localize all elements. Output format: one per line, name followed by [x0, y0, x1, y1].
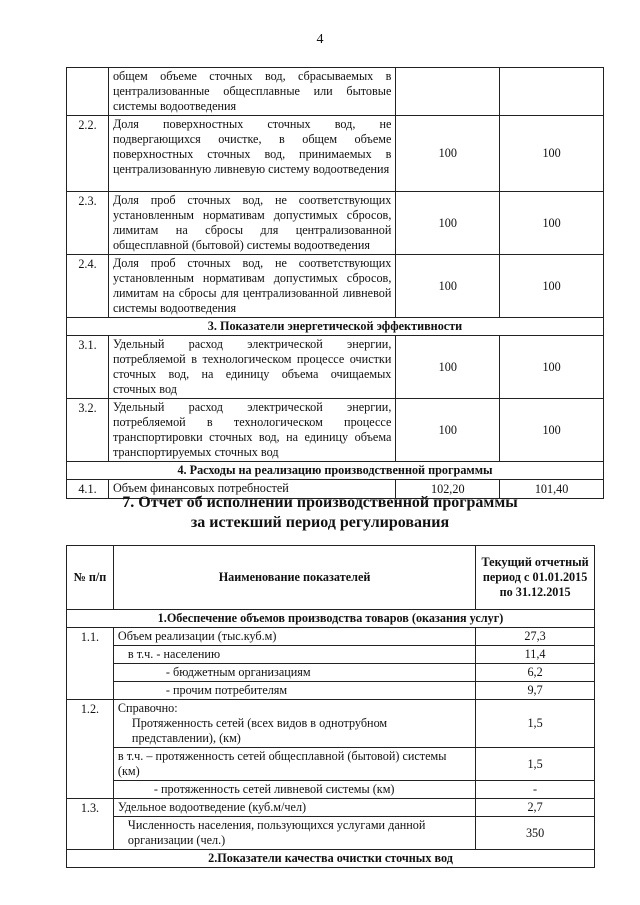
row-description: в т.ч. – протяженность сетей общесплавной (бытовой) системы (км) — [113, 748, 475, 781]
header-row — [67, 546, 595, 610]
header-period: Текущий отчетный период с 01.01.2015 по 31.12.2015 — [476, 546, 595, 610]
row-description: Доля поверхностных сточных вод, не подвергающихся очистке, в общем объеме поверхностных сточных вод, принимаемых в централизованную ливневую систему водоотведения — [108, 116, 395, 192]
row-description: Удельный расход электрической энергии, потребляемой в технологическом процессе очистки сточных вод, на единицу объема очищаемых сточных вод — [108, 336, 395, 399]
table-row — [67, 781, 595, 799]
row-description — [113, 700, 475, 748]
row-description: в т.ч. - населению — [113, 646, 475, 664]
row-number: 1.3. — [67, 799, 114, 850]
table-row — [67, 628, 595, 646]
row-value-plan: 100 — [396, 399, 500, 462]
row-value: 1,5 — [476, 700, 595, 748]
row-number: 2.4. — [67, 255, 109, 318]
row-value: 27,3 — [476, 628, 595, 646]
row-description-label: Справочно: — [117, 701, 178, 715]
row-description: Доля проб сточных вод, не соответствующих установленным нормативам допустимых сбросов, лимитам на сбросы для централизованной ливневой системы водоотведения — [108, 255, 395, 318]
row-value-fact: 100 — [500, 255, 604, 318]
page-number: 4 — [316, 32, 324, 47]
row-description: Удельный расход электрической энергии, потребляемой в технологическом процессе транспортировки сточных вод, на единицу объема транспортируемых сточных вод — [108, 399, 395, 462]
row-value: 1,5 — [476, 748, 595, 781]
row-description: Объем реализации (тыс.куб.м) — [113, 628, 475, 646]
row-value: 9,7 — [476, 682, 595, 700]
row-number: 3.2. — [67, 399, 109, 462]
row-number: 3.1. — [67, 336, 109, 399]
row-value-plan: 100 — [396, 255, 500, 318]
table-row — [67, 399, 604, 462]
row-value: 2,7 — [476, 799, 595, 817]
row-value: 11,4 — [476, 646, 595, 664]
row-number: 2.3. — [67, 192, 109, 255]
section-title: 1.Обеспечение объемов производства товаров (оказания услуг) — [67, 610, 595, 628]
row-description: - прочим потребителям — [113, 682, 475, 700]
table-row — [67, 682, 595, 700]
table-row — [67, 817, 595, 850]
row-description: Удельное водоотведение (куб.м/чел) — [113, 799, 475, 817]
table-row — [67, 799, 595, 817]
header-number: № п/п — [67, 546, 114, 610]
row-description: - протяженность сетей ливневой системы (км) — [113, 781, 475, 799]
table-row — [67, 700, 595, 748]
row-value-fact: 100 — [500, 116, 604, 192]
row-value-fact: 100 — [500, 336, 604, 399]
row-value-fact: 100 — [500, 192, 604, 255]
table-row — [67, 336, 604, 399]
row-number: 1.1. — [67, 628, 114, 700]
section-header-row — [67, 610, 595, 628]
section-title: 2.Показатели качества очистки сточных вод — [67, 850, 595, 868]
row-value-fact: 100 — [500, 399, 604, 462]
row-value: 6,2 — [476, 664, 595, 682]
heading-line-1: 7. Отчет об исполнении производственной программы — [122, 494, 518, 511]
section-header-row — [67, 850, 595, 868]
row-value-fact: 101,40 — [500, 480, 604, 499]
row-description-text: Протяженность сетей (всех видов в однотрубном представлении), (км) — [131, 716, 388, 745]
heading-line-2: за истекший период регулирования — [190, 514, 450, 531]
row-description: Численность населения, пользующихся услугами данной организации (чел.) — [113, 817, 475, 850]
table-row — [67, 748, 595, 781]
row-value-plan: 100 — [396, 192, 500, 255]
table-row — [67, 192, 604, 255]
row-value-plan: 100 — [396, 336, 500, 399]
table-row — [67, 255, 604, 318]
table-row — [67, 646, 595, 664]
row-value-plan — [396, 68, 500, 116]
row-description: Объем финансовых потребностей — [108, 480, 395, 499]
header-name: Наименование показателей — [113, 546, 475, 610]
row-number: 1.2. — [67, 700, 114, 799]
section-title: 3. Показатели энергетической эффективности — [67, 318, 604, 336]
indicators-table — [66, 67, 604, 499]
row-value-plan: 100 — [396, 116, 500, 192]
section-title: 4. Расходы на реализацию производственной программы — [67, 462, 604, 480]
row-number: 2.2. — [67, 116, 109, 192]
row-value-plan: 102,20 — [396, 480, 500, 499]
row-value: - — [476, 781, 595, 799]
table-row — [67, 68, 604, 116]
row-description: - бюджетным организациям — [113, 664, 475, 682]
row-value: 350 — [476, 817, 595, 850]
report-table — [66, 545, 595, 868]
table-row — [67, 116, 604, 192]
section-header-row — [67, 462, 604, 480]
section-header-row — [67, 318, 604, 336]
row-number: 4.1. — [67, 480, 109, 499]
section-heading — [0, 493, 640, 533]
row-number — [67, 68, 109, 116]
row-value-fact — [500, 68, 604, 116]
table-row — [67, 664, 595, 682]
row-description: Доля проб сточных вод, не соответствующих установленным нормативам допустимых сбросов, лимитам на сбросы для централизованной общесплавной (бытовой) системы водоотведения — [108, 192, 395, 255]
row-description: общем объеме сточных вод, сбрасываемых в централизованные общесплавные или бытовые системы водоотведения — [108, 68, 395, 116]
